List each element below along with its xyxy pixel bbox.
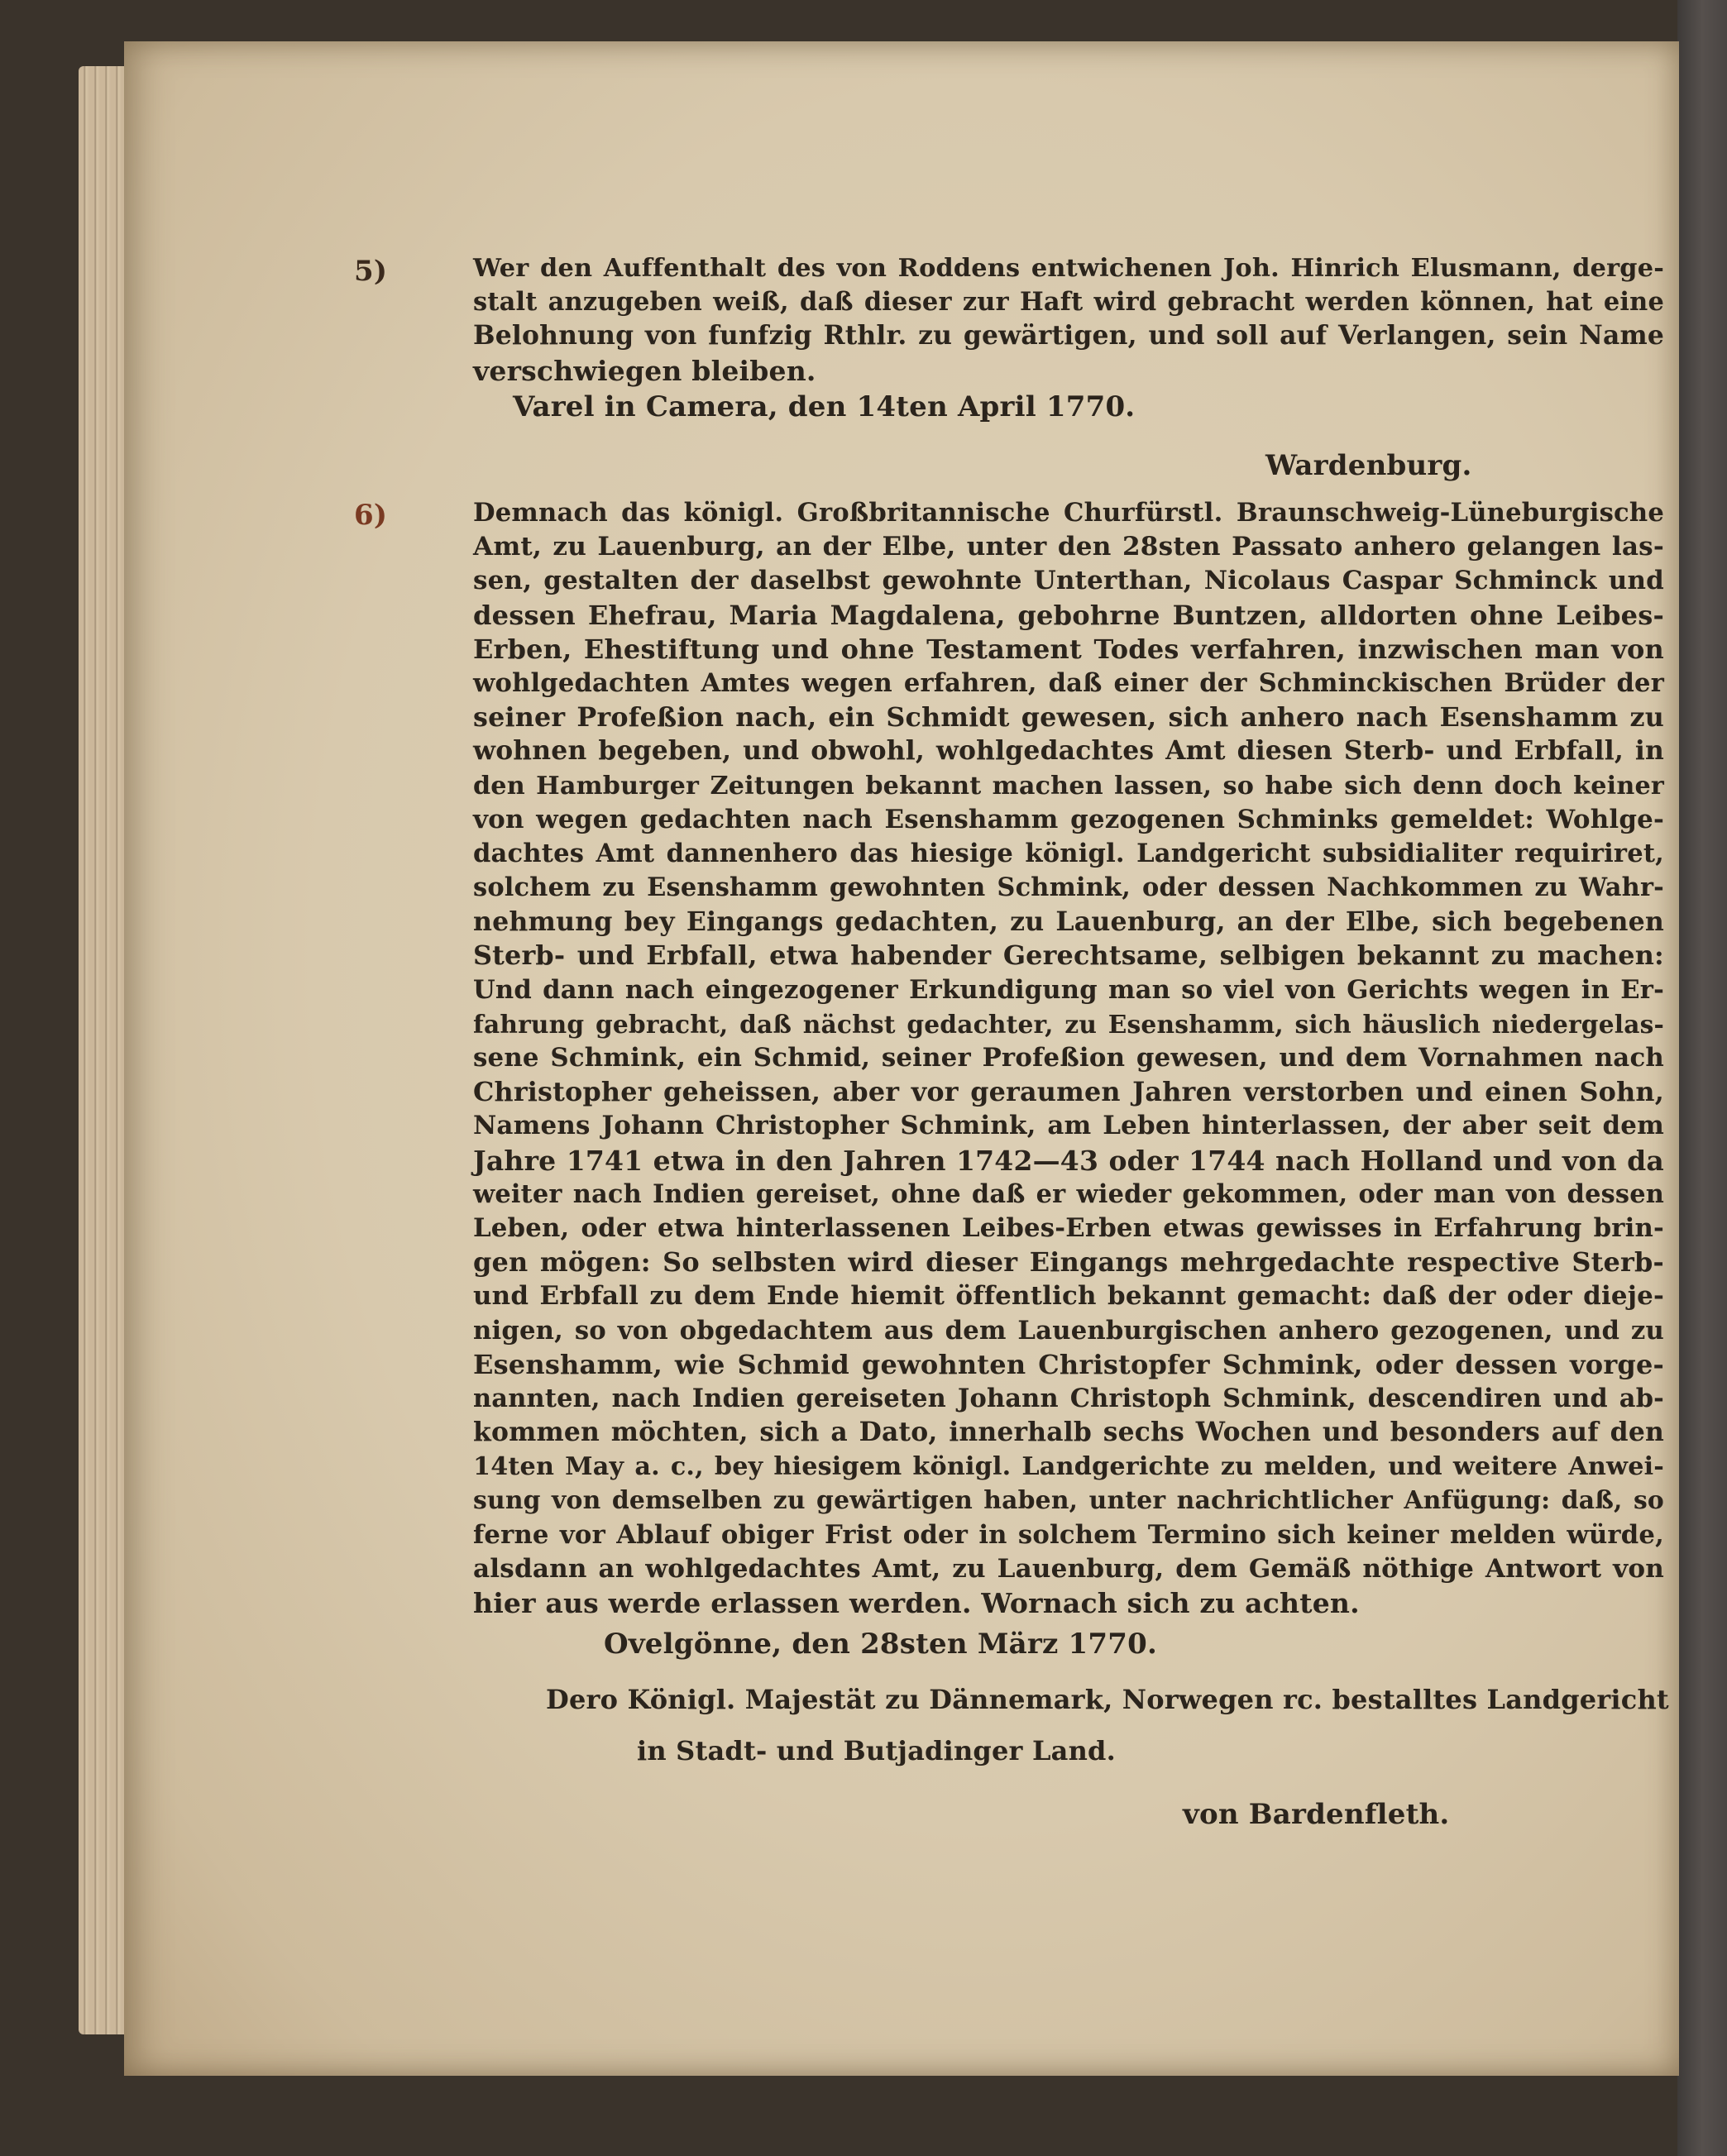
text-line: 14ten May a. c., bey hiesigem königl. Landgerichte zu melden, und weitere Anwei- bbox=[473, 1452, 1664, 1482]
text-line: solchem zu Esenshamm gewohnten Schmink, oder dessen Nachkommen zu Wahr- bbox=[473, 872, 1664, 903]
entry-number: 6) bbox=[354, 499, 388, 532]
location-date: Ovelgönne, den 28sten März 1770. bbox=[604, 1628, 1158, 1661]
signature: von Bardenfleth. bbox=[1183, 1798, 1450, 1831]
text-line: sen, gestalten der daselbst gewohnte Unterthan, Nicolaus Caspar Schminck und bbox=[473, 566, 1664, 596]
text-line: nigen, so von obgedachtem aus dem Lauenburgischen anhero gezogenen, und zu bbox=[473, 1315, 1664, 1346]
text-line: nannten, nach Indien gereiseten Johann Christoph Schmink, descendiren und ab- bbox=[473, 1383, 1664, 1413]
text-line: Esenshamm, wie Schmid gewohnten Christopfer Schmink, oder dessen vorge- bbox=[473, 1348, 1664, 1380]
text-line: ferne vor Ablauf obiger Frist oder in solchem Termino sich keiner melden würde, bbox=[473, 1519, 1664, 1550]
text-line: sene Schmink, ein Schmid, seiner Profeßion gewesen, und dem Vornahmen nach bbox=[473, 1043, 1664, 1073]
text-line: kommen möchten, sich a Dato, innerhalb sechs Wochen und besonders auf den bbox=[473, 1417, 1664, 1448]
authority-line: Dero Königl. Majestät zu Dännemark, Norwegen rc. bestalltes Landgericht bbox=[546, 1684, 1669, 1715]
entry-paragraph bbox=[473, 251, 1664, 388]
text-line: gen mögen: So selbsten wird dieser Eingangs mehrgedachte respective Sterb- bbox=[473, 1246, 1664, 1279]
entry-number: 5) bbox=[354, 255, 388, 288]
text-line: dachtes Amt dannenhero das hiesige königl. Landgericht subsidialiter requiriret, bbox=[473, 838, 1664, 868]
text-line: Erben, Ehestiftung und ohne Testament Todes verfahren, inzwischen man von bbox=[473, 633, 1664, 665]
book-cover-edge bbox=[1677, 0, 1727, 2156]
text-line: Belohnung von funfzig Rthlr. zu gewärtigen, und soll auf Verlangen, sein Name bbox=[473, 321, 1664, 351]
location-date: Varel in Camera, den 14ten April 1770. bbox=[513, 390, 1136, 423]
text-line: und Erbfall zu dem Ende hiemit öffentlich bekannt gemacht: daß der oder dieje- bbox=[473, 1281, 1664, 1312]
text-line: Demnach das königl. Großbritannische Churfürstl. Braunschweig-Lüneburgische bbox=[473, 498, 1664, 528]
text-line: nehmung bey Eingangs gedachten, zu Lauenburg, an der Elbe, sich begebenen bbox=[473, 906, 1664, 938]
page-text bbox=[124, 41, 1679, 2076]
text-line: fahrung gebracht, daß nächst gedachter, zu Esenshamm, sich häuslich niedergelas- bbox=[473, 1009, 1664, 1039]
text-line: Amt, zu Lauenburg, an der Elbe, unter den 28sten Passato anhero gelangen las- bbox=[473, 532, 1664, 562]
text-line: wohlgedachten Amtes wegen erfahren, daß einer der Schminckischen Brüder der bbox=[473, 667, 1664, 698]
text-line: dessen Ehefrau, Maria Magdalena, gebohrne Buntzen, alldorten ohne Leibes- bbox=[473, 599, 1664, 631]
text-line: Jahre 1741 etwa in den Jahren 1742—43 oder 1744 nach Holland und von da bbox=[473, 1144, 1664, 1177]
text-line: seiner Profeßion nach, ein Schmidt gewesen, sich anhero nach Esenshamm zu bbox=[473, 702, 1664, 734]
text-line: verschwiegen bleiben. bbox=[473, 354, 816, 387]
text-line: Und dann nach eingezogener Erkundigung man so viel von Gerichts wegen in Er- bbox=[473, 974, 1664, 1005]
text-line: sung von demselben zu gewärtigen haben, unter nachrichtlicher Anfügung: daß, so bbox=[473, 1486, 1664, 1516]
text-line: Leben, oder etwa hinterlassenen Leibes-Erben etwas gewisses in Erfahrung brin- bbox=[473, 1212, 1664, 1243]
text-line: Christopher geheissen, aber vor geraumen Jahren verstorben und einen Sohn, bbox=[473, 1077, 1664, 1108]
text-line: Namens Johann Christopher Schmink, am Leben hinterlassen, der aber seit dem bbox=[473, 1111, 1664, 1141]
authority-line: in Stadt- und Butjadinger Land. bbox=[637, 1735, 1116, 1766]
text-line: hier aus werde erlassen werden. Wornach sich zu achten. bbox=[473, 1587, 1360, 1619]
page bbox=[124, 41, 1679, 2076]
text-line: von wegen gedachten nach Esenshamm gezogenen Schminks gemeldet: Wohlge- bbox=[473, 804, 1664, 834]
text-line: Wer den Auffenthalt des von Roddens entwichenen Joh. Hinrich Elusmann, derge- bbox=[473, 254, 1664, 283]
text-line: Sterb- und Erbfall, etwa habender Gerechtsame, selbigen bekannt zu machen: bbox=[473, 940, 1664, 972]
entry-paragraph bbox=[473, 496, 1664, 1620]
text-line: wohnen begeben, und obwohl, wohlgedachtes Amt diesen Sterb- und Erbfall, in bbox=[473, 736, 1664, 767]
text-line: stalt anzugeben weiß, daß dieser zur Haft wird gebracht werden können, hat eine bbox=[473, 287, 1664, 318]
text-line: weiter nach Indien gereiset, ohne daß er wieder gekommen, oder man von dessen bbox=[473, 1178, 1664, 1209]
text-line: den Hamburger Zeitungen bekannt machen lassen, so habe sich denn doch keiner bbox=[473, 771, 1664, 801]
signature: Wardenburg. bbox=[1265, 449, 1472, 482]
text-line: alsdann an wohlgedachtes Amt, zu Lauenburg, dem Gemäß nöthige Antwort von bbox=[473, 1553, 1664, 1584]
